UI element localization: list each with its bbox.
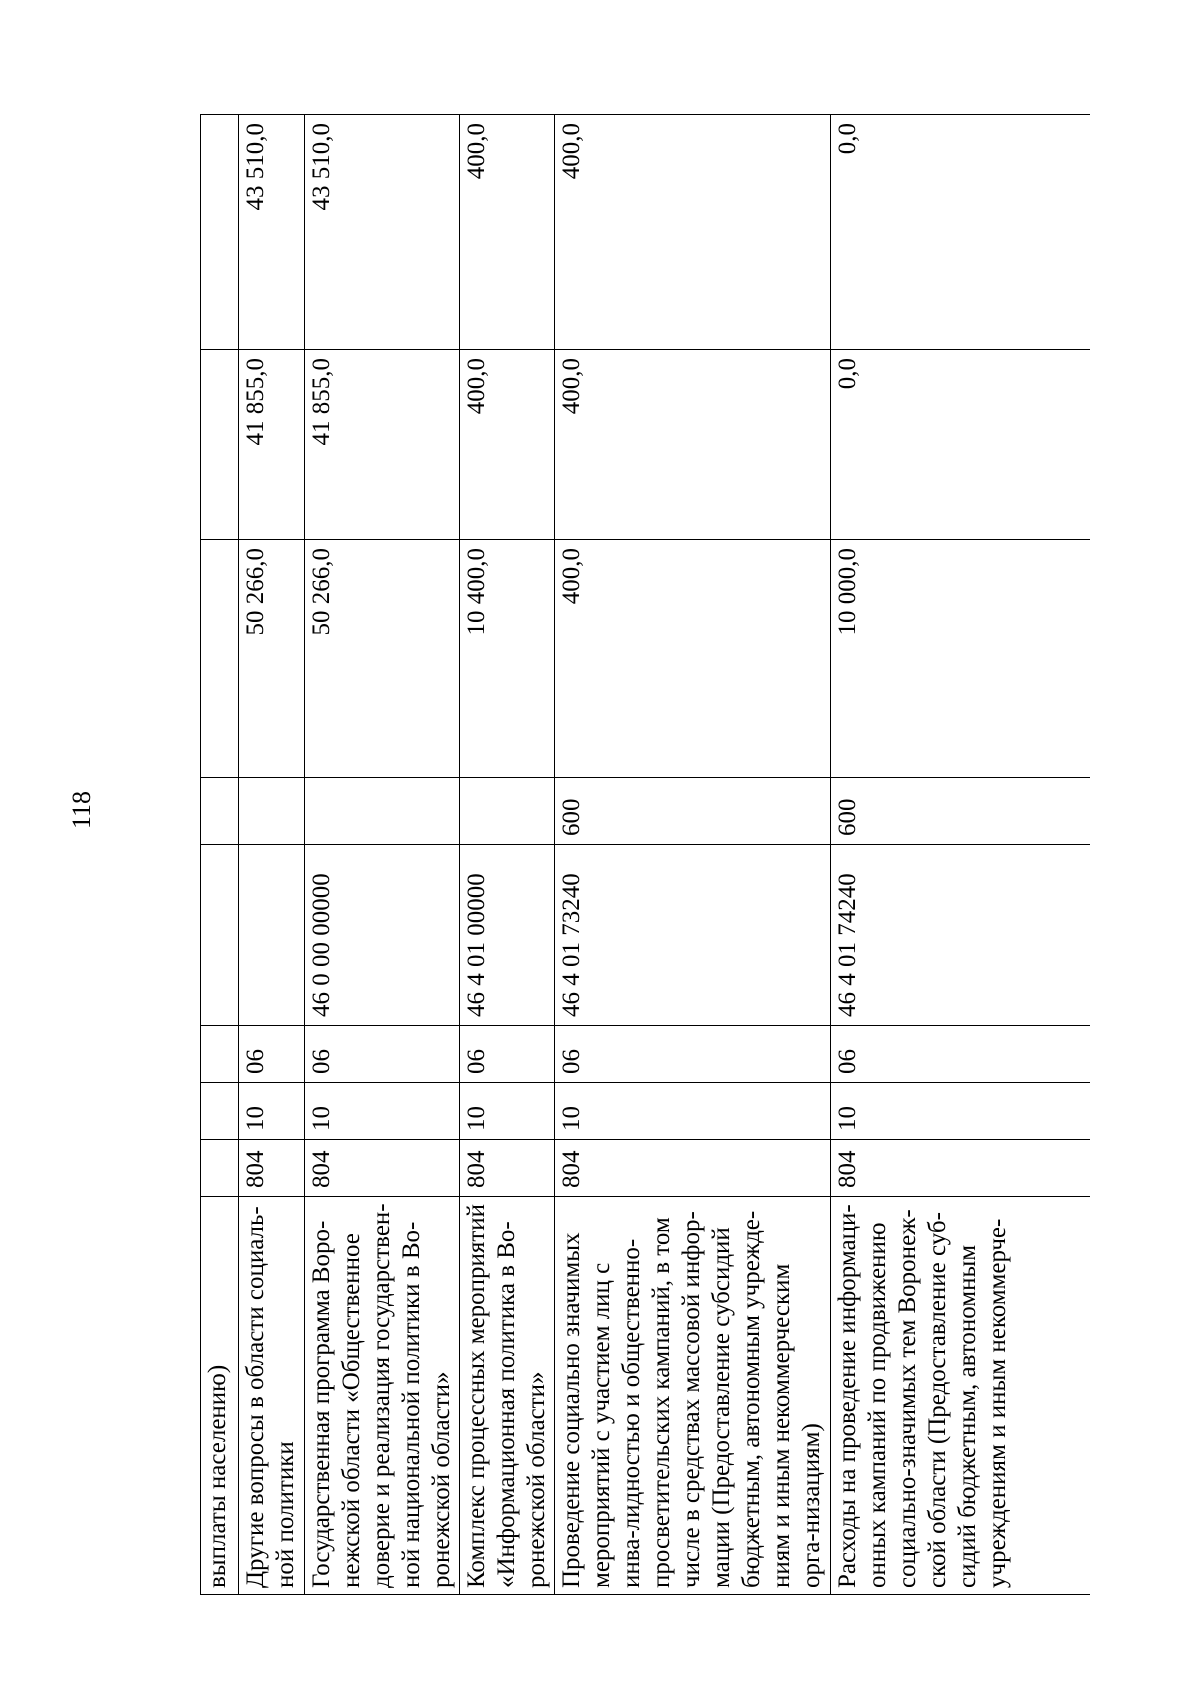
amount-year-2 bbox=[201, 350, 239, 540]
amount-year-3: 400,0 bbox=[460, 115, 555, 350]
amount-year-1: 50 266,0 bbox=[239, 540, 305, 778]
expense-type-code bbox=[305, 778, 460, 845]
amount-year-1: 10 400,0 bbox=[460, 540, 555, 778]
subsection-code: 06 bbox=[305, 1026, 460, 1083]
amount-year-2: 41 855,0 bbox=[305, 350, 460, 540]
ved-code: 804 bbox=[555, 1140, 831, 1197]
amount-year-3 bbox=[201, 115, 239, 350]
table-row bbox=[305, 115, 460, 1595]
target-article-code: 46 4 01 00000 bbox=[460, 845, 555, 1026]
table-row bbox=[831, 115, 1091, 1595]
expense-type-code: 600 bbox=[555, 778, 831, 845]
row-name: Расходы на проведение информаци-онных кампаний по продвижению социально-значимых тем Воронеж-ской области (Предоставление суб-сидий бюджетным, автономным учреждениям и иным некоммерче- bbox=[831, 1197, 1091, 1595]
section-code bbox=[201, 1083, 239, 1140]
table-row bbox=[239, 115, 305, 1595]
section-code: 10 bbox=[555, 1083, 831, 1140]
expense-type-code bbox=[201, 778, 239, 845]
section-code: 10 bbox=[305, 1083, 460, 1140]
ved-code: 804 bbox=[305, 1140, 460, 1197]
subsection-code: 06 bbox=[831, 1026, 1091, 1083]
amount-year-1: 10 000,0 bbox=[831, 540, 1091, 778]
subsection-code: 06 bbox=[460, 1026, 555, 1083]
expense-type-code bbox=[239, 778, 305, 845]
ved-code: 804 bbox=[239, 1140, 305, 1197]
target-article-code: 46 4 01 74240 bbox=[831, 845, 1091, 1026]
amount-year-1: 50 266,0 bbox=[305, 540, 460, 778]
amount-year-2: 41 855,0 bbox=[239, 350, 305, 540]
expense-type-code bbox=[460, 778, 555, 845]
row-name: выплаты населению) bbox=[201, 1197, 239, 1595]
subsection-code: 06 bbox=[555, 1026, 831, 1083]
row-name: Другие вопросы в области социаль-ной политики bbox=[239, 1197, 305, 1595]
expense-type-code: 600 bbox=[831, 778, 1091, 845]
subsection-code bbox=[201, 1026, 239, 1083]
ved-code: 804 bbox=[460, 1140, 555, 1197]
section-code: 10 bbox=[460, 1083, 555, 1140]
budget-table-container bbox=[200, 115, 1080, 1595]
target-article-code bbox=[239, 845, 305, 1026]
amount-year-3: 0,0 bbox=[831, 115, 1091, 350]
row-name: Государственная программа Воро-нежской области «Общественное доверие и реализация государствен-ной национальной политики в Во-ронежской области» bbox=[305, 1197, 460, 1595]
page-number: 118 bbox=[67, 790, 96, 830]
amount-year-3: 43 510,0 bbox=[239, 115, 305, 350]
subsection-code: 06 bbox=[239, 1026, 305, 1083]
amount-year-1: 400,0 bbox=[555, 540, 831, 778]
amount-year-2: 400,0 bbox=[460, 350, 555, 540]
amount-year-2: 400,0 bbox=[555, 350, 831, 540]
section-code: 10 bbox=[831, 1083, 1091, 1140]
row-name: Комплекс процессных мероприятий «Информационная политика в Во-ронежской области» bbox=[460, 1197, 555, 1595]
table-row bbox=[201, 115, 239, 1595]
target-article-code bbox=[201, 845, 239, 1026]
budget-table bbox=[200, 114, 1090, 1595]
amount-year-2: 0,0 bbox=[831, 350, 1091, 540]
table-row bbox=[460, 115, 555, 1595]
row-name: Проведение социально значимых мероприятий с участием лиц с инва-лидностью и общественно-просветительских кампаний, в том числе в средствах массовой инфор-мации (Предоставление субсидий бюджетным, автономным учрежде-ниям и иным некоммерческим орга-низациям) bbox=[555, 1197, 831, 1595]
target-article-code: 46 0 00 00000 bbox=[305, 845, 460, 1026]
section-code: 10 bbox=[239, 1083, 305, 1140]
table-row bbox=[555, 115, 831, 1595]
ved-code: 804 bbox=[831, 1140, 1091, 1197]
amount-year-3: 400,0 bbox=[555, 115, 831, 350]
amount-year-1 bbox=[201, 540, 239, 778]
amount-year-3: 43 510,0 bbox=[305, 115, 460, 350]
ved-code bbox=[201, 1140, 239, 1197]
target-article-code: 46 4 01 73240 bbox=[555, 845, 831, 1026]
